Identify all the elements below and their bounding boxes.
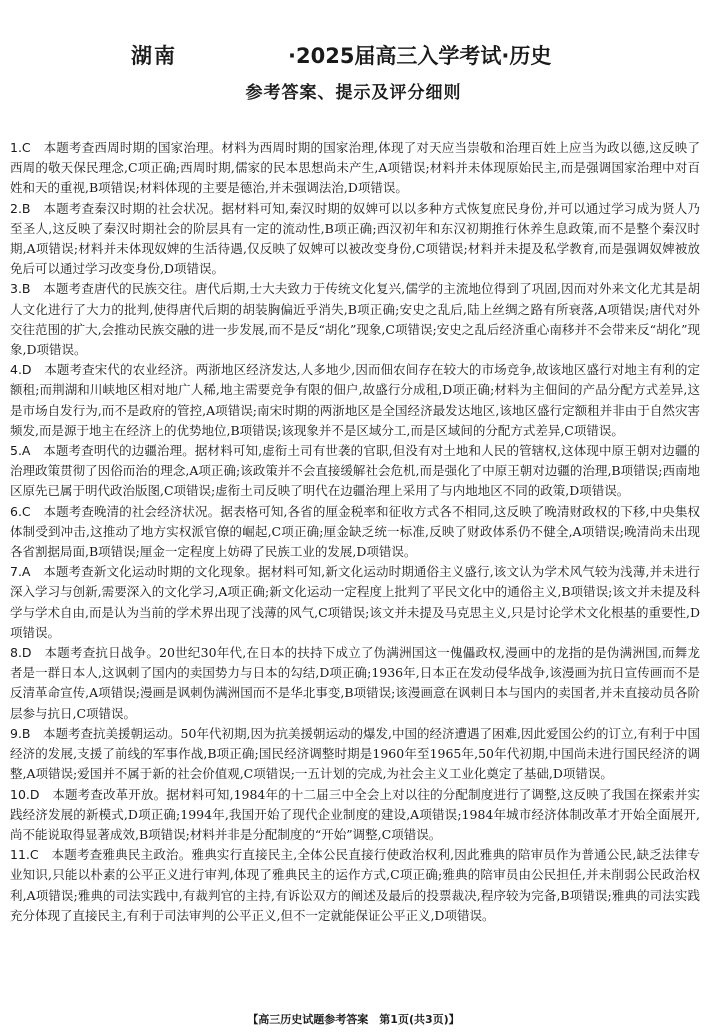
answer-list (10, 138, 700, 926)
answer-item-11: 11.C 本题考查雅典民主政治。雅典实行直接民主,全体公民直接行使政治权利,因此雅典的陪审员作为普通公民,缺乏法律专业知识,只能以朴素的公平正义进行审判,体现了雅典民主的运作方式,C项正确;雅典的陪审员由公民担任,并未削弱公民政治权利,A项错误;雅典的司法实践中,有裁判官的主持,有诉讼双方的阐述及最后的投票裁决,程序较为完备,B项错误;雅典的司法实践充分体现了直接民主,有利于司法审判的公平正义,但不一定就能保证公平正义,D项错误。 (10, 847, 700, 923)
answer-item-3: 3.B 本题考查唐代的民族交往。唐代后期,士大夫致力于传统文化复兴,儒学的主流地位得到了巩固,因而对外来文化尤其是胡人文化进行了大力的批判,使得唐代后期的胡装胸偏近乎消失,B项正确;安史之乱后,陆上丝绸之路有所衰落,A项错误;唐代对外交往范围的扩大,会推动民族交融的进一步发展,而不是反“胡化”现象,C项错误;安史之乱后经济重心南移并不会带来反“胡化”现象,D项错误。 (10, 281, 700, 358)
exam-region: 湖南 (131, 44, 177, 68)
page-footer: 【高三历史试题参考答案 第1页(共3页)】 (247, 1013, 460, 1026)
exam-title: ·2025届高三入学考试·历史 (288, 44, 552, 68)
answer-item-9: 9.B 本题考查抗美援朝运动。50年代初期,因为抗美援朝运动的爆发,中国的经济遭遇了困难,因此爱国公约的订立,有利于中国经济的发展,支援了前线的军事作战,B项正确;国民经济调整时期是1960年至1965年,50年代初期,中国尚未进行国民经济的调整,A项错误;爱国并不属于新的社会价值观,C项错误;一五计划的完成,为社会主义工业化奠定了基础,D项错误。 (10, 725, 700, 782)
answer-key-subtitle: 参考答案、提示及评分细则 (245, 83, 462, 103)
page-header (0, 38, 707, 72)
answer-item-4: 4.D 本题考查宋代的农业经济。两浙地区经济发达,人多地少,因而佃农间存在较大的市场竞争,故该地区盛行对地主有利的定额租;而荆湖和川峡地区相对地广人稀,地主需要竞争有限的佃户,故盛行分成租,D项正确;材料为主佃间的产品分配方式差异,这是市场自发行为,而不是政府的管控,A项错误;南宋时期的两浙地区是全国经济最发达地区,该地区盛行定额租并非由于自然灾害频发,而是源于地主在经济上的优势地位,B项错误;该现象并不是区域分工,而是区域间的分配方式差异,C项错误。 (10, 362, 700, 438)
answer-item-7: 7.A 本题考查新文化运动时期的文化现象。据材料可知,新文化运动时期通俗主义盛行,该文认为学术风气较为浅薄,并未进行深入学习与创新,需要深入的文化学习,A项正确;新文化运动一定程度上批判了平民文化中的通俗主义,B项错误;该文并未提及科学与学术自由,而是认为当前的学术界出现了浅薄的风气,C项错误;该文并未提及马克思主义,只是讨论学术文化根基的重要性,D项错误。 (10, 564, 700, 640)
answer-item-8: 8.D 本题考查抗日战争。20世纪30年代,在日本的扶持下成立了伪满洲国这一傀儡政权,漫画中的龙指的是伪满洲国,而舞龙者是一群日本人,这讽刺了国内的卖国势力与日本的勾结,D项正确;1936年,日本正在发动侵华战争,该漫画为抗日宣传画而不是反清革命宣传,A项错误;漫画是讽刺伪满洲国而不是华北事变,B项错误;该漫画意在讽刺日本与国内的卖国者,并未直接动员各阶层参与抗日,C项错误。 (10, 645, 700, 721)
answer-item-6: 6.C 本题考查晚清的社会经济状况。据表格可知,各省的厘金税率和征收方式各不相同,这反映了晚清财政权的下移,中央集权体制受到冲击,这推动了地方实权派官僚的崛起,C项正确;厘金缺乏统一标准,反映了财政体系仍不健全,A项错误;晚清尚未出现各省割据局面,B项错误;厘金一定程度上妨碍了民族工业的发展,D项错误。 (10, 503, 700, 560)
answer-item-5: 5.A 本题考查明代的边疆治理。据材料可知,虚衔土司有世袭的官职,但没有对土地和人民的管辖权,这体现中原王朝对边疆的治理政策贯彻了因俗而治的理念,A项正确;该政策并不会直接缓解社会危机,而是强化了中原王朝对边疆的治理,B项错误;西南地区原先已属于明代政治版图,C项错误;虚衔土司反映了明代在边疆治理上采用了与内地地区不同的政策,D项错误。 (10, 443, 700, 499)
answer-item-1: 1.C 本题考查西周时期的国家治理。材料为西周时期的国家治理,体现了对天应当崇敬和治理百姓上应当为政以德,这反映了西周的敬天保民理念,C项正确;西周时期,儒家的民本思想尚未产生,A项错误;材料并未体现原始民主,而是强调国家治理中对百姓和天的重视,B项错误;材料体现的主要是德治,并未强调法治,D项错误。 (10, 140, 700, 196)
answer-item-2: 2.B 本题考查秦汉时期的社会状况。据材料可知,秦汉时期的奴婢可以以多种方式恢复庶民身份,并可以通过学习成为贤人乃至圣人,这反映了秦汉时期社会的阶层具有一定的流动性,B项正确;西汉初年和东汉初期推行休养生息政策,而不是整个秦汉时期,A项错误;材料并未体现奴婢的生活待遇,仅反映了奴婢可以被改变身份,C项错误;材料并未提及私学教育,而是强调奴婢被放免后可以通过学习改变身份,D项错误。 (10, 200, 700, 277)
answer-item-10: 10.D 本题考查改革开放。据材料可知,1984年的十二届三中全会上对以往的分配制度进行了调整,这反映了我国在探索并实践经济发展的新模式,D项正确;1994年,我国开始了现代企业制度的建设,A项错误;1984年城市经济体制改革才开始全面展开,尚不能说取得显著成效,B项错误;材料并非是分配制度的“开始”调整,C项错误。 (10, 786, 700, 842)
